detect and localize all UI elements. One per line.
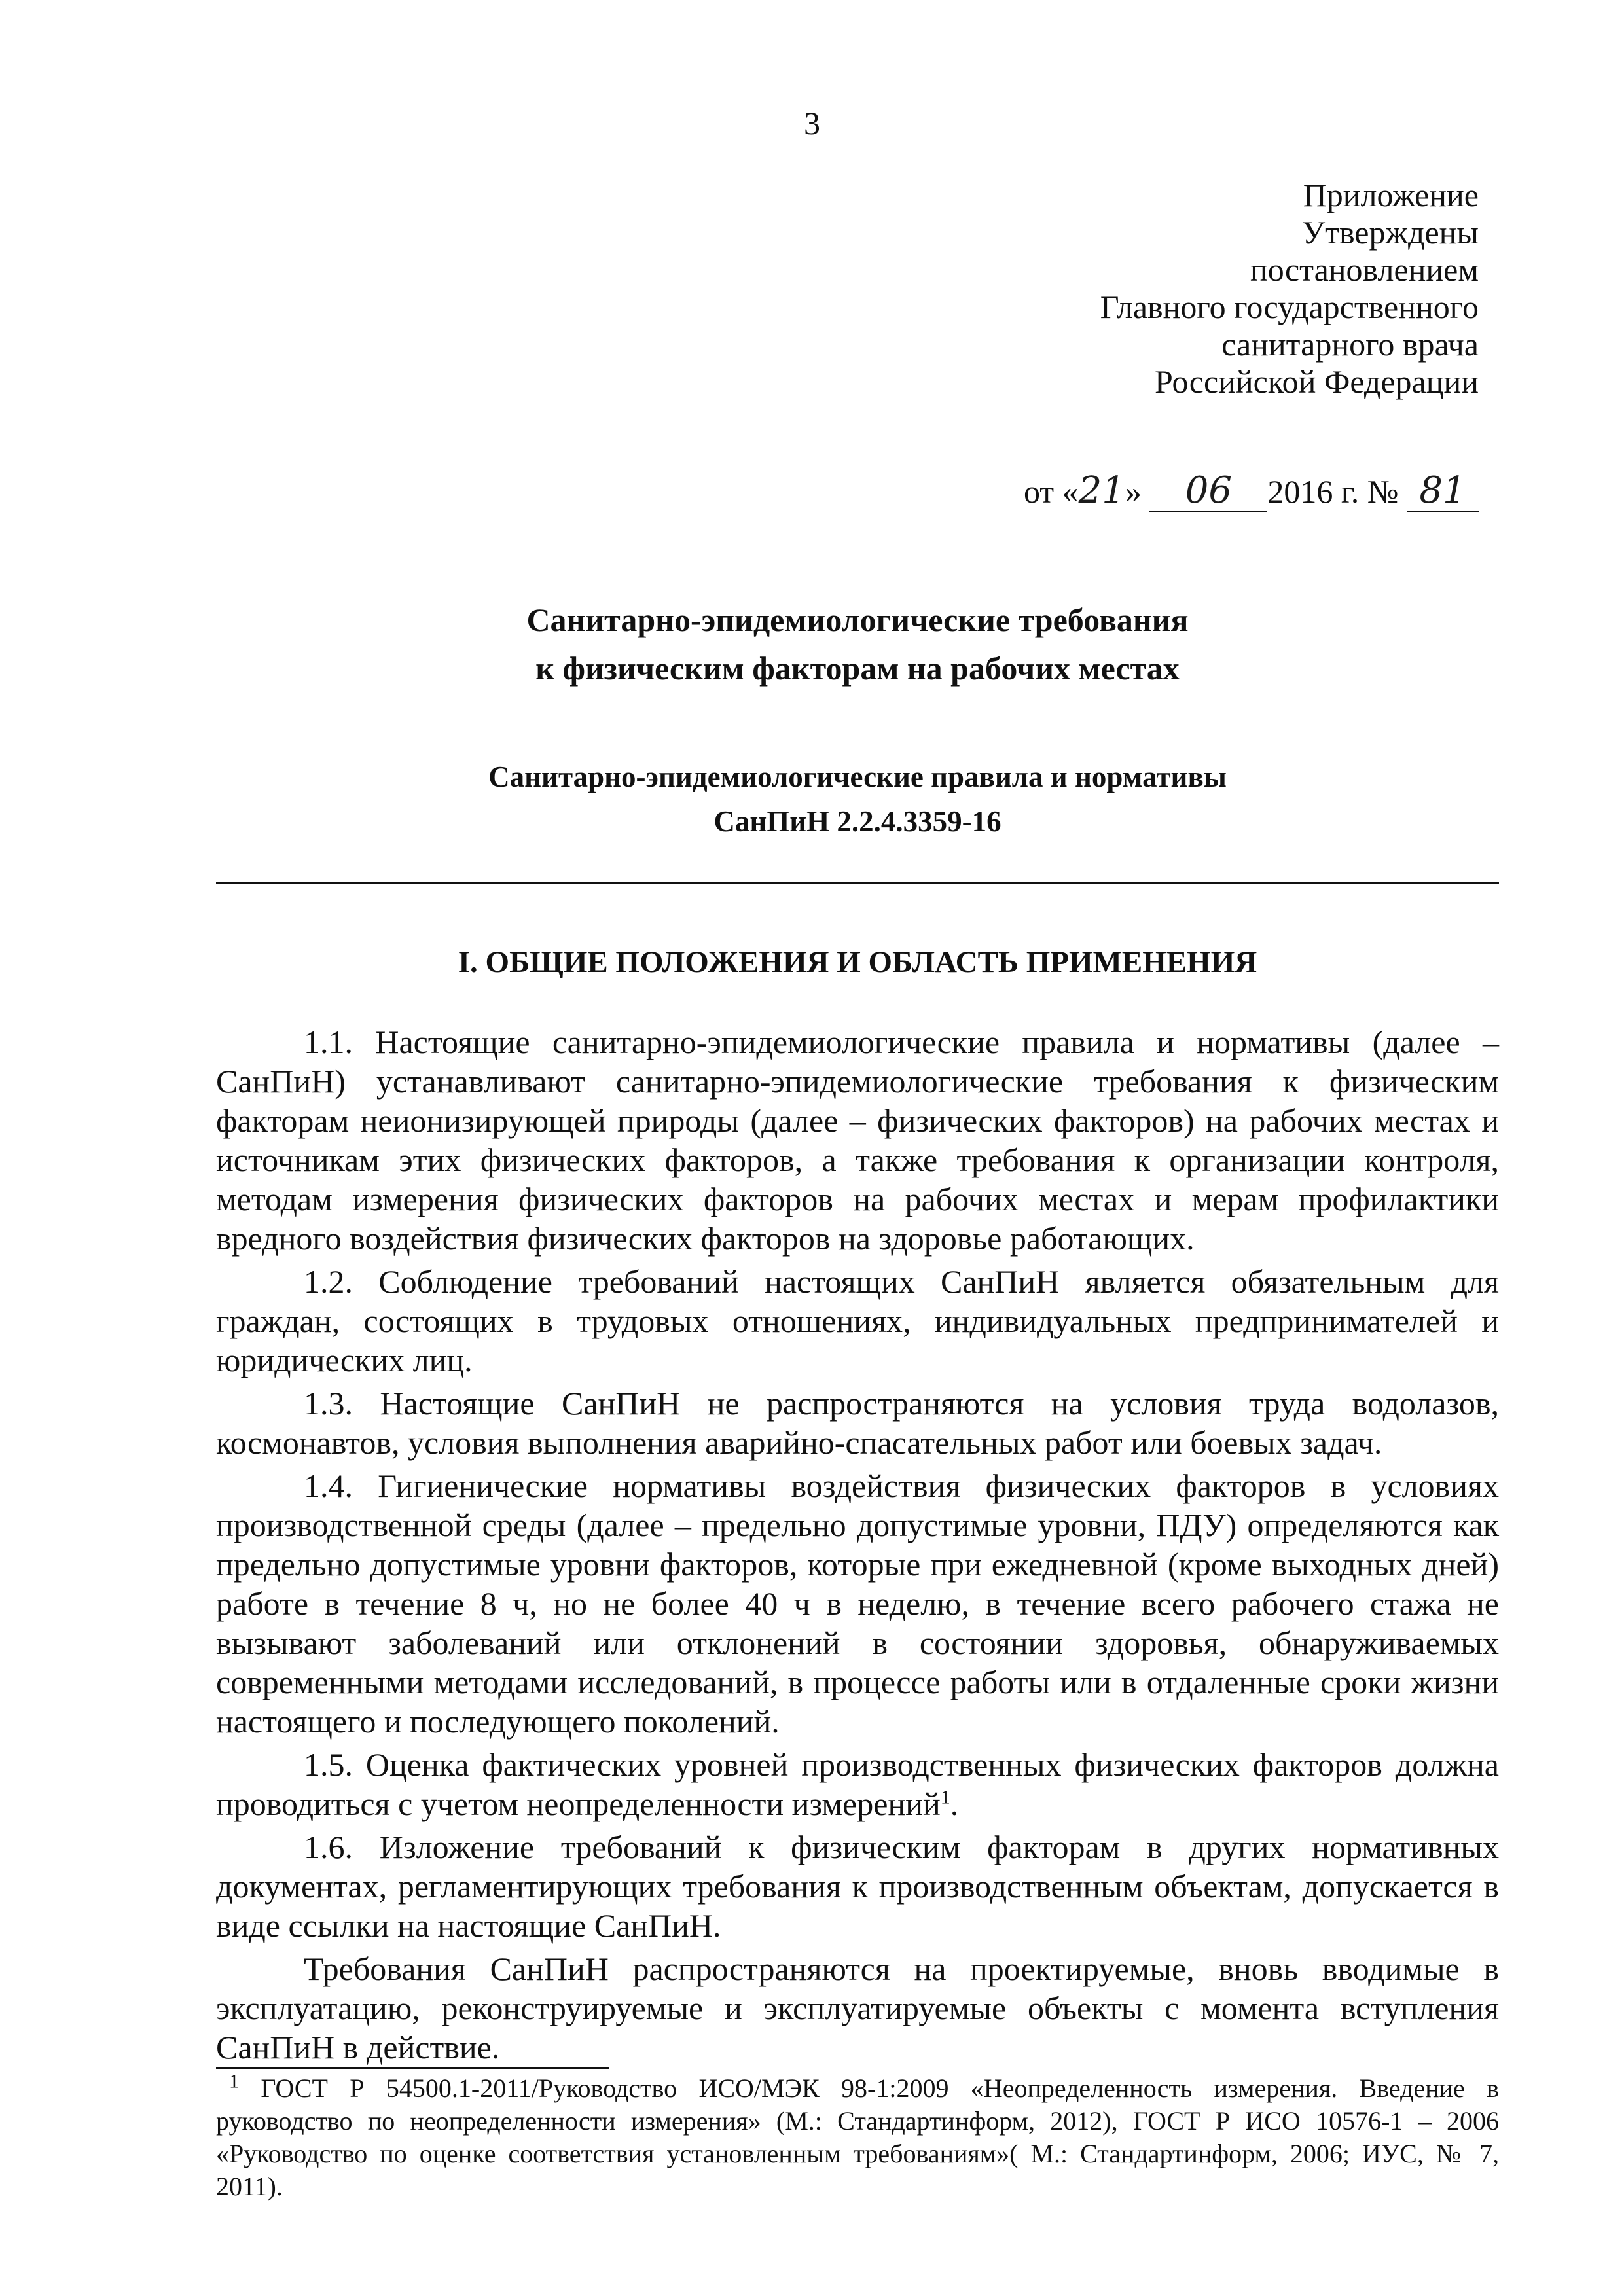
- paragraph: 1.4. Гигиенические нормативы воздействия физических факторов в условиях производственной среды (далее – предельно допустимые уровни, ПДУ) определяются как предельно допустимые уровни факторов, которые при ежедневной (кроме выходных дней) работе в течение 8 ч, но не более 40 ч в неделю, в течение всего рабочего стажа не вызывают заболеваний или отклонений в состоянии здоровья, обнаруживаемых современными методами исследований, в процессе работы или в отдаленные сроки жизни настоящего и последующего поколений.: [216, 1467, 1499, 1740]
- number-blank: [1407, 471, 1479, 512]
- page-number: 3: [804, 105, 820, 141]
- month-blank: [1149, 471, 1267, 512]
- approval-line: санитарного врача: [1221, 326, 1479, 363]
- footnote-marker: 1: [229, 2070, 239, 2092]
- footnote-text: ГОСТ Р 54500.1-2011/Руководство ИСО/МЭК 98-1:2009 «Неопределенность измерения. Введение в руководство по неопределенности измерения» (М.: Стандартинформ, 2012), ГОСТ Р ИСО 10576-1 – 2006 «Руководство по оценке соответствия установленным требованиям»( М.: Стандартинформ, 2006; ИУС, № 7, 2011).: [216, 2073, 1499, 2201]
- paragraph: 1.2. Соблюдение требований настоящих СанПиН является обязательным для граждан, состоящих в трудовых отношениях, индивидуальных предпринимателей и юридических лиц.: [216, 1263, 1499, 1378]
- title-line: Санитарно-эпидемиологические требования: [526, 601, 1189, 638]
- handwritten-day: 21: [1078, 469, 1125, 512]
- approval-date: [1024, 471, 1479, 512]
- handwritten-number: 81: [1419, 469, 1466, 512]
- approval-line: Российской Федерации: [1154, 363, 1479, 400]
- approval-line: постановлением: [1250, 251, 1479, 288]
- paragraph: 1.1. Настоящие санитарно-эпидемиологические правила и нормативы (далее – СанПиН) устанавливают санитарно-эпидемиологические требования к физическим факторам неионизирующей природы (далее – физических факторов) на рабочих местах и источникам этих физических факторов, а также требования к организации контроля, методам измерения физических факторов на рабочих местах и мерам профилактики вредного воздействия физических факторов на здоровье работающих.: [216, 1024, 1499, 1257]
- approval-block: [1100, 177, 1479, 401]
- section-heading: I. ОБЩИЕ ПОЛОЖЕНИЯ И ОБЛАСТЬ ПРИМЕНЕНИЯ: [458, 945, 1257, 979]
- subtitle-line: СанПиН 2.2.4.3359-16: [713, 805, 1001, 838]
- paragraph: Требования СанПиН распространяются на проектируемые, вновь вводимые в эксплуатацию, реконструируемые и эксплуатируемые объекты с момента вступления СанПиН в действие.: [216, 1950, 1499, 2066]
- date-prefix: от «: [1023, 473, 1079, 510]
- paragraph: [216, 1745, 1499, 1823]
- footnote: [216, 2072, 1499, 2203]
- approval-line: Главного государственного: [1100, 289, 1479, 325]
- footnote-reference: 1: [940, 1786, 950, 1808]
- title-line: к физическим факторам на рабочих местах: [535, 650, 1180, 687]
- date-separator: »: [1125, 473, 1142, 510]
- body-text: [216, 1022, 1499, 2067]
- document-title: [216, 596, 1499, 692]
- approval-line: Утверждены: [1301, 214, 1479, 251]
- document-subtitle: [216, 755, 1499, 844]
- paragraph-text: 1.5. Оценка фактических уровней производственных физических факторов должна проводиться с учетом неопределенности измерений: [216, 1746, 1499, 1822]
- paragraph: 1.3. Настоящие СанПиН не распространяются на условия труда водолазов, космонавтов, условия выполнения аварийно-спасательных работ или боевых задач.: [216, 1385, 1499, 1461]
- approval-line: Приложение: [1303, 177, 1479, 213]
- date-year: 2016 г. №: [1267, 473, 1399, 510]
- subtitle-line: Санитарно-эпидемиологические правила и нормативы: [488, 761, 1227, 793]
- footnote-separator: [216, 2067, 609, 2069]
- paragraph-end: .: [950, 1785, 959, 1822]
- handwritten-month: 06: [1185, 469, 1233, 512]
- horizontal-rule: [216, 882, 1499, 884]
- paragraph: 1.6. Изложение требований к физическим факторам в других нормативных документах, регламентирующих требования к производственным объектам, допускается в виде ссылки на настоящие СанПиН.: [216, 1829, 1499, 1944]
